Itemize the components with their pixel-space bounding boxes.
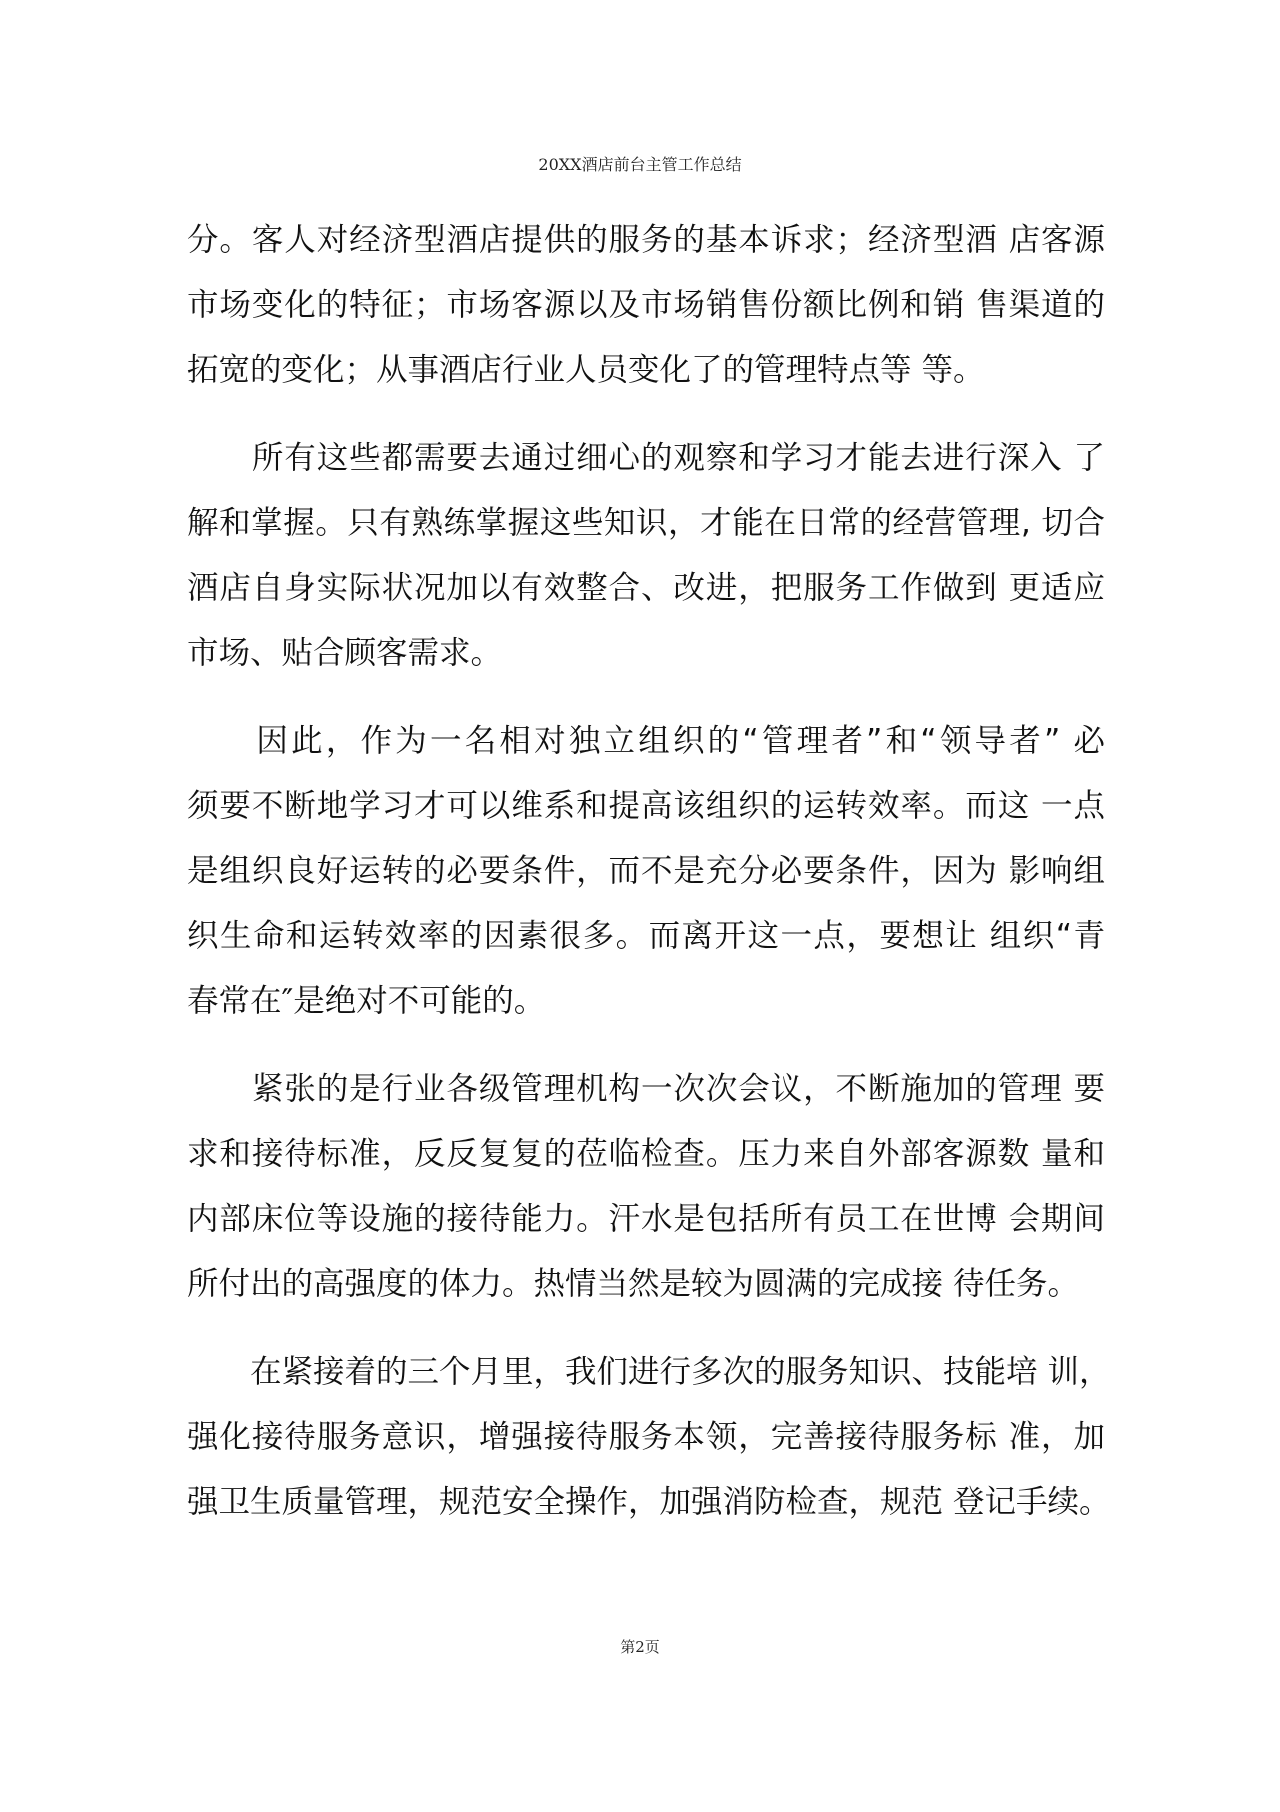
text-line: 内部床位等设施的接待能力。汗水是包括所有员工在世博 会期间: [187, 1201, 1105, 1237]
text-line: 拓宽的变化；从事酒店行业人员变化了的管理特点等 等。: [187, 352, 985, 388]
text-line: 市场变化的特征；市场客源以及市场销售份额比例和销 售渠道的: [187, 287, 1105, 323]
text-line: 紧张的是行业各级管理机构一次次会议，不断施加的管理 要: [187, 1071, 1105, 1107]
paragraph-5: [187, 1340, 1111, 1535]
text-line: 市场、贴合顾客需求。: [187, 635, 503, 671]
paragraph-4: [187, 1057, 1105, 1317]
text-line: 因此，作为一名相对独立组织的“管理者”和“领导者” 必: [187, 723, 1105, 759]
text-line: 所有这些都需要去通过细心的观察和学习才能去进行深入 了: [187, 440, 1105, 476]
paragraph-3: [187, 709, 1105, 1034]
text-line: 在紧接着的三个月里，我们进行多次的服务知识、技能培 训，: [187, 1354, 1111, 1390]
page-header: [0, 154, 1280, 176]
page-number: 第2页: [620, 1638, 660, 1656]
text-line: 是组织良好运转的必要条件，而不是充分必要条件，因为 影响组: [187, 853, 1105, 889]
document-body: [187, 208, 1111, 1558]
text-line: 求和接待标准，反反复复的莅临检查。压力来自外部客源数 量和: [187, 1136, 1105, 1172]
text-line: 须要不断地学习才可以维系和提高该组织的运转效率。而这 一点: [187, 788, 1105, 824]
text-line: 解和掌握。只有熟练掌握这些知识，才能在日常的经营管理, 切合: [187, 505, 1105, 541]
text-line: 织生命和运转效率的因素很多。而离开这一点，要想让 组织“青: [187, 918, 1105, 954]
paragraph-2: [187, 426, 1105, 686]
text-line: 所付出的高强度的体力。热情当然是较为圆满的完成接 待任务。: [187, 1266, 1080, 1302]
paragraph-1: [187, 208, 1105, 403]
document-title: 20XX酒店前台主管工作总结: [538, 155, 742, 174]
text-line: 强化接待服务意识，增强接待服务本领，完善接待服务标 准，加: [187, 1419, 1105, 1455]
text-line: 强卫生质量管理，规范安全操作，加强消防检查，规范 登记手续。: [187, 1484, 1111, 1520]
text-line: 分。客人对经济型酒店提供的服务的基本诉求；经济型酒 店客源: [187, 222, 1105, 258]
text-line: 春常在″是绝对不可能的。: [187, 983, 546, 1019]
text-line: 酒店自身实际状况加以有效整合、改进，把服务工作做到 更适应: [187, 570, 1105, 606]
page-footer: [0, 1636, 1280, 1658]
